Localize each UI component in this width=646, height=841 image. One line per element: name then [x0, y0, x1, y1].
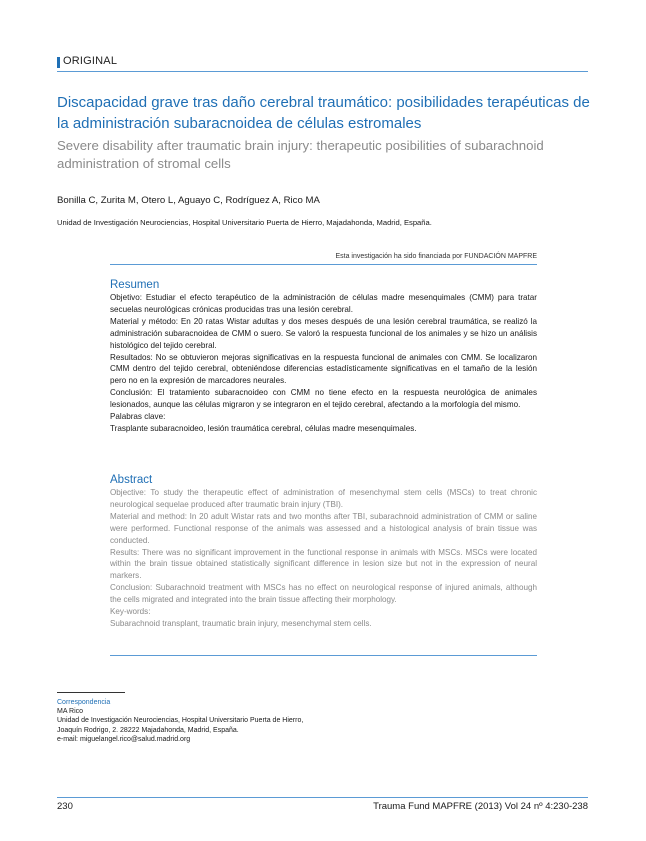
abstract-heading: Abstract	[110, 474, 153, 486]
abstract-material: Material and method: In 20 adult Wistar rats and two months after TBI, subarachnoid administration of CMM or saline were performed. Functional response of the animals was assessed and a histological analysis of brain tissue was conducted.	[110, 511, 537, 545]
resumen-keywords-label: Palabras clave:	[110, 412, 166, 422]
resumen-resultados: Resultados: No se obtuvieron mejoras significativas en la respuesta funcional de animales con CMM. Se localizaron CMM dentro del tejido cerebral, obteniéndose diferencias estadísticamente significativas en el tamaño de la lesión pero no en la expresión de marcadores neurales.	[110, 352, 537, 386]
funding-note: Esta investigación ha sido financiada por FUNDACIÓN MAPFRE	[110, 253, 537, 265]
correspondence-divider	[57, 692, 125, 693]
section-accent-bar	[57, 57, 60, 68]
correspondence-email: e-mail: miguelangel.rico@salud.madrid.org	[57, 735, 191, 743]
resumen-heading: Resumen	[110, 279, 160, 291]
abstract-divider	[110, 655, 537, 656]
abstract-conclusion: Conclusion: Subarachnoid treatment with MSCs has no effect on neurological response of injured animals, although the cells migrated and integrated into the brain tissue affecting their morphology.	[110, 583, 537, 605]
abstract-keywords-label: Key-words:	[110, 607, 151, 617]
authors: Bonilla C, Zurita M, Otero L, Aguayo C, Rodríguez A, Rico MA	[57, 195, 320, 206]
section-label: ORIGINAL	[63, 55, 118, 67]
resumen-conclusion: Conclusión: El tratamiento subaracnoideo con CMM no tiene efecto en la respuesta neurológica de animales lesionados, aunque las células migraron y se integraron en el tejido cerebral, afectando a la morfología del mismo.	[110, 388, 537, 410]
article-title-english: Severe disability after traumatic brain injury: therapeutic posibilities of subarachnoid administration of stromal cells	[57, 138, 544, 171]
resumen-objetivo: Objetivo: Estudiar el efecto terapéutico de la administración de células madre mesenquimales (CMM) para tratar secuelas neurológicas crónicas producidas tras una lesión cerebral.	[110, 293, 537, 314]
section-header	[57, 55, 588, 72]
correspondence-block	[57, 698, 303, 744]
article-title-spanish: Discapacidad grave tras daño cerebral traumático: posibilidades terapéuticas de la administración subaracnoidea de células estromales	[57, 94, 590, 132]
resumen-material: Material y método: En 20 ratas Wistar adultas y dos meses después de una lesión cerebral traumática, se realizó la administración subaracnoidea de CMM o suero. Se valoró la respuesta funcional de los animales y se hizo un análisis histológico del tejido cerebral.	[110, 316, 537, 350]
correspondence-address-1: Unidad de Investigación Neurociencias, Hospital Universitario Puerta de Hierro,	[57, 717, 304, 725]
abstract-keywords: Subarachnoid transplant, traumatic brain injury, mesenchymal stem cells.	[110, 618, 372, 628]
correspondence-label: Correspondencia	[57, 699, 111, 706]
abstract-section	[110, 474, 537, 630]
correspondence-address-2: Joaquín Rodrigo, 2. 28222 Majadahonda, Madrid, España.	[57, 726, 239, 734]
footer-divider	[57, 797, 588, 798]
affiliation: Unidad de Investigación Neurociencias, Hospital Universitario Puerta de Hierro, Majadahonda, Madrid, España.	[57, 218, 432, 227]
abstract-results: Results: There was no significant improvement in the functional response in animals with MSCs. MSCs were located within the brain tissue obtained statistically significant difference in lesion size but not in the expression of neural markers.	[110, 547, 537, 581]
resumen-keywords: Trasplante subaracnoideo, lesión traumática cerebral, células madre mesenquimales.	[110, 423, 417, 433]
correspondence-name: MA Rico	[57, 708, 84, 716]
resumen-section	[110, 279, 537, 435]
journal-reference: Trauma Fund MAPFRE (2013) Vol 24 nº 4:230-238	[373, 801, 588, 812]
abstract-objective: Objective: To study the therapeutic effect of administration of mesenchymal stem cells (MSCs) to treat chronic neurological sequelae produced after traumatic brain injury (TBI).	[110, 488, 537, 509]
page-number: 230	[57, 801, 73, 812]
